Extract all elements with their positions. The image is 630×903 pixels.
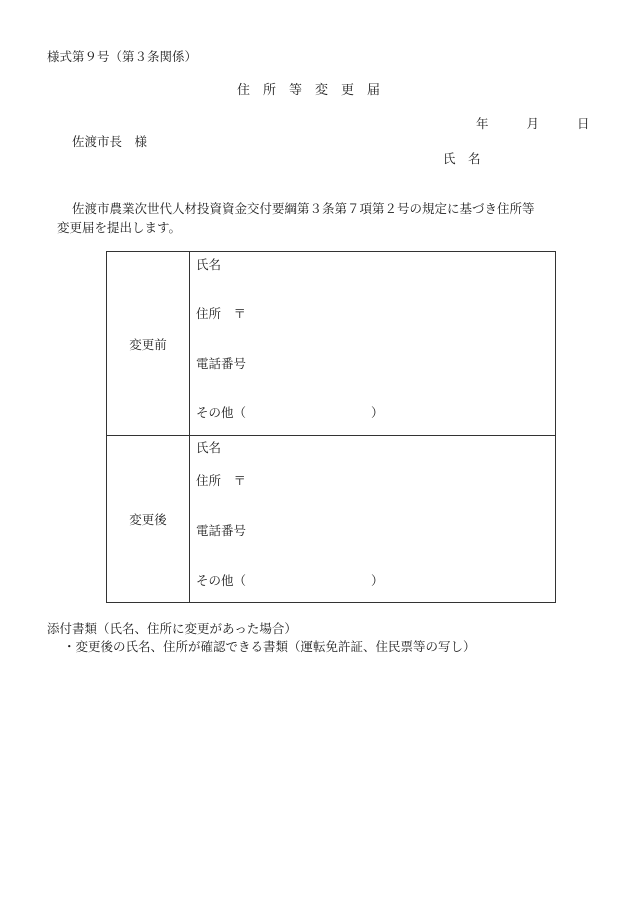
page-title: 住所等変更届 <box>236 83 393 98</box>
table-row-after <box>107 436 556 603</box>
body-line-1: 佐渡市農業次世代人材投資資金交付要綱第３条第７項第２号の規定に基づき住所等 <box>72 201 535 216</box>
addressee: 佐渡市長 様 <box>72 134 148 149</box>
after-other-field[interactable]: その他（ ） <box>196 573 384 588</box>
date-day-label: 日 <box>576 116 590 131</box>
after-fields-cell <box>190 436 556 603</box>
body-line-2: 変更届を提出します。 <box>57 220 182 235</box>
applicant-name-label: 氏 名 <box>443 151 481 166</box>
date-line <box>476 114 589 132</box>
before-name-field[interactable]: 氏名 <box>196 257 222 272</box>
after-label: 変更後 <box>129 512 167 527</box>
after-name-field[interactable]: 氏名 <box>196 440 222 455</box>
before-label-cell <box>107 252 190 436</box>
before-address-field[interactable]: 住所 〒 <box>196 306 247 321</box>
date-year-label: 年 <box>476 116 489 131</box>
after-phone-field[interactable]: 電話番号 <box>196 523 247 538</box>
form-number: 様式第９号（第３条関係） <box>47 49 198 64</box>
after-address-field[interactable]: 住所 〒 <box>196 473 247 488</box>
before-other-field[interactable]: その他（ ） <box>196 405 384 420</box>
before-fields-cell <box>190 252 556 436</box>
before-label: 変更前 <box>129 336 167 352</box>
after-label-cell <box>107 436 190 603</box>
attachments-title: 添付書類（氏名、住所に変更があった場合） <box>47 621 297 636</box>
attachments-item: ・変更後の氏名、住所が確認できる書類（運転免許証、住民票等の写し） <box>63 639 476 654</box>
body-text <box>57 199 577 237</box>
date-month-label: 月 <box>526 116 539 131</box>
table-row-before <box>107 252 556 436</box>
before-phone-field[interactable]: 電話番号 <box>196 356 247 371</box>
change-form-table <box>106 251 556 603</box>
